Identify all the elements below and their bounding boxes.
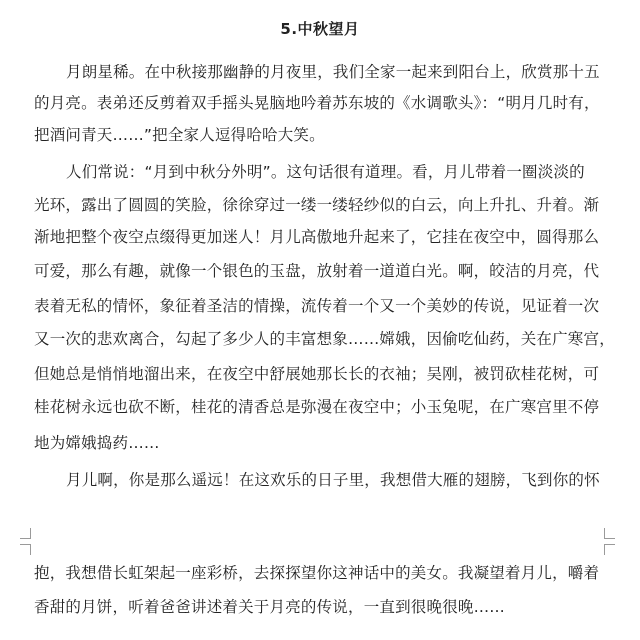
- paragraph-2-line-6: 又一次的悲欢离合，勾起了多少人的丰富想象……嫦娥，因偷吃仙药，关在广寒宫，: [34, 330, 615, 348]
- paragraph-2-line-8: 桂花树永远也砍不断，桂花的清香总是弥漫在夜空中；小玉兔呢，在广寒宫里不停: [34, 398, 600, 416]
- paragraph-2-line-9: 地为嫦娥捣药……: [34, 434, 160, 452]
- crop-mark-icon: [20, 544, 31, 555]
- essay-title: 5.中秋望月: [280, 20, 360, 38]
- paragraph-3-line-2: 抱，我想借长虹架起一座彩桥，去探探望你这神话中的美女。我凝望着月儿，嚼着: [34, 564, 600, 582]
- paragraph-3-line-1: 月儿啊，你是那么遥远！在这欢乐的日子里，我想借大雁的翅膀，飞到你的怀: [66, 471, 600, 489]
- crop-mark-icon: [604, 528, 615, 539]
- crop-mark-icon: [20, 528, 31, 539]
- paragraph-2-line-3: 渐地把整个夜空点缀得更加迷人！月儿高傲地升起来了，它挂在夜空中，圆得那么: [34, 228, 600, 246]
- crop-mark-icon: [604, 544, 615, 555]
- paragraph-1-line-3: 把酒问青天……”把全家人逗得哈哈大笑。: [34, 126, 325, 144]
- page-break: [0, 522, 640, 552]
- paragraph-2-line-1: 人们常说：“月到中秋分外明”。这句话很有道理。看，月儿带着一圈淡淡的: [66, 163, 585, 181]
- paragraph-1-line-2: 的月亮。表弟还反剪着双手摇头晃脑地吟着苏东坡的《水调歌头》：“明月几时有，: [34, 94, 600, 112]
- paragraph-2-line-2: 光环，露出了圆圆的笑脸，徐徐穿过一缕一缕轻纱似的白云，向上升扎、升着。渐: [34, 196, 600, 214]
- paragraph-3-line-3: 香甜的月饼，听着爸爸讲述着关于月亮的传说，一直到很晚很晚……: [34, 598, 506, 616]
- paragraph-2-line-5: 表着无私的情怀，象征着圣洁的情操，流传着一个又一个美妙的传说，见证着一次: [34, 297, 600, 315]
- paragraph-2-line-4: 可爱，那么有趣，就像一个银色的玉盘，放射着一道道白光。啊，皎洁的月亮，代: [34, 262, 600, 280]
- paragraph-2-line-7: 但她总是悄悄地溜出来，在夜空中舒展她那长长的衣袖；吴刚，被罚砍桂花树，可: [34, 365, 600, 383]
- paragraph-1-line-1: 月朗星稀。在中秋接那幽静的月夜里，我们全家一起来到阳台上，欣赏那十五: [66, 63, 600, 81]
